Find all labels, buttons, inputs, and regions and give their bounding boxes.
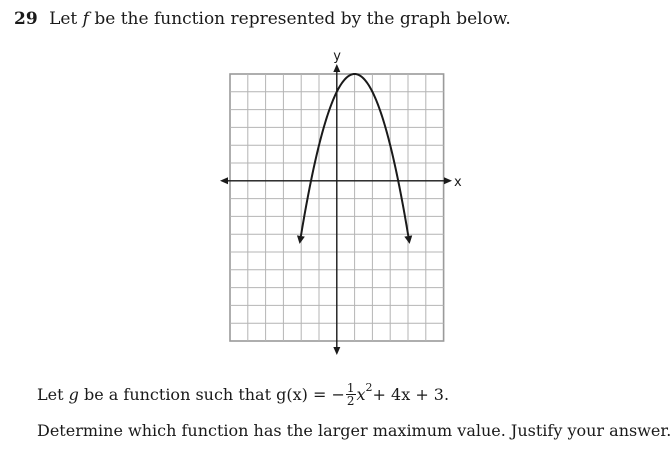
g-mid: be a function such that — [83, 385, 272, 404]
fraction-denominator: 2 — [346, 394, 355, 408]
fraction-one-half — [346, 382, 356, 407]
g-rest: + 4x + 3. — [372, 385, 450, 404]
x-axis-right-arrow — [444, 177, 452, 184]
function-graph — [210, 44, 460, 360]
answer-prompt: Determine which function has the larger maximum value. Justify your answer. — [37, 421, 671, 440]
graph-axes — [220, 64, 452, 355]
function-name-f: f — [82, 9, 89, 29]
y-axis-label: y — [333, 49, 342, 64]
x-axis-label: x — [454, 174, 462, 190]
question-suffix: be the function represented by the graph below. — [94, 9, 511, 29]
y-axis-top-arrow — [333, 64, 340, 72]
exponent: 2 — [365, 381, 373, 394]
function-name-g: g — [68, 385, 79, 404]
g-lhs: g(x) = − — [276, 385, 345, 404]
y-axis-bottom-arrow — [333, 347, 340, 355]
variable-x: x — [356, 385, 366, 404]
fraction-numerator: 1 — [346, 381, 355, 395]
g-definition — [37, 382, 449, 407]
x-axis-left-arrow — [220, 177, 228, 184]
question-stem — [14, 9, 511, 29]
question-prefix: Let — [49, 9, 78, 29]
g-lead: Let — [37, 385, 64, 404]
question-number: 29 — [14, 9, 38, 29]
